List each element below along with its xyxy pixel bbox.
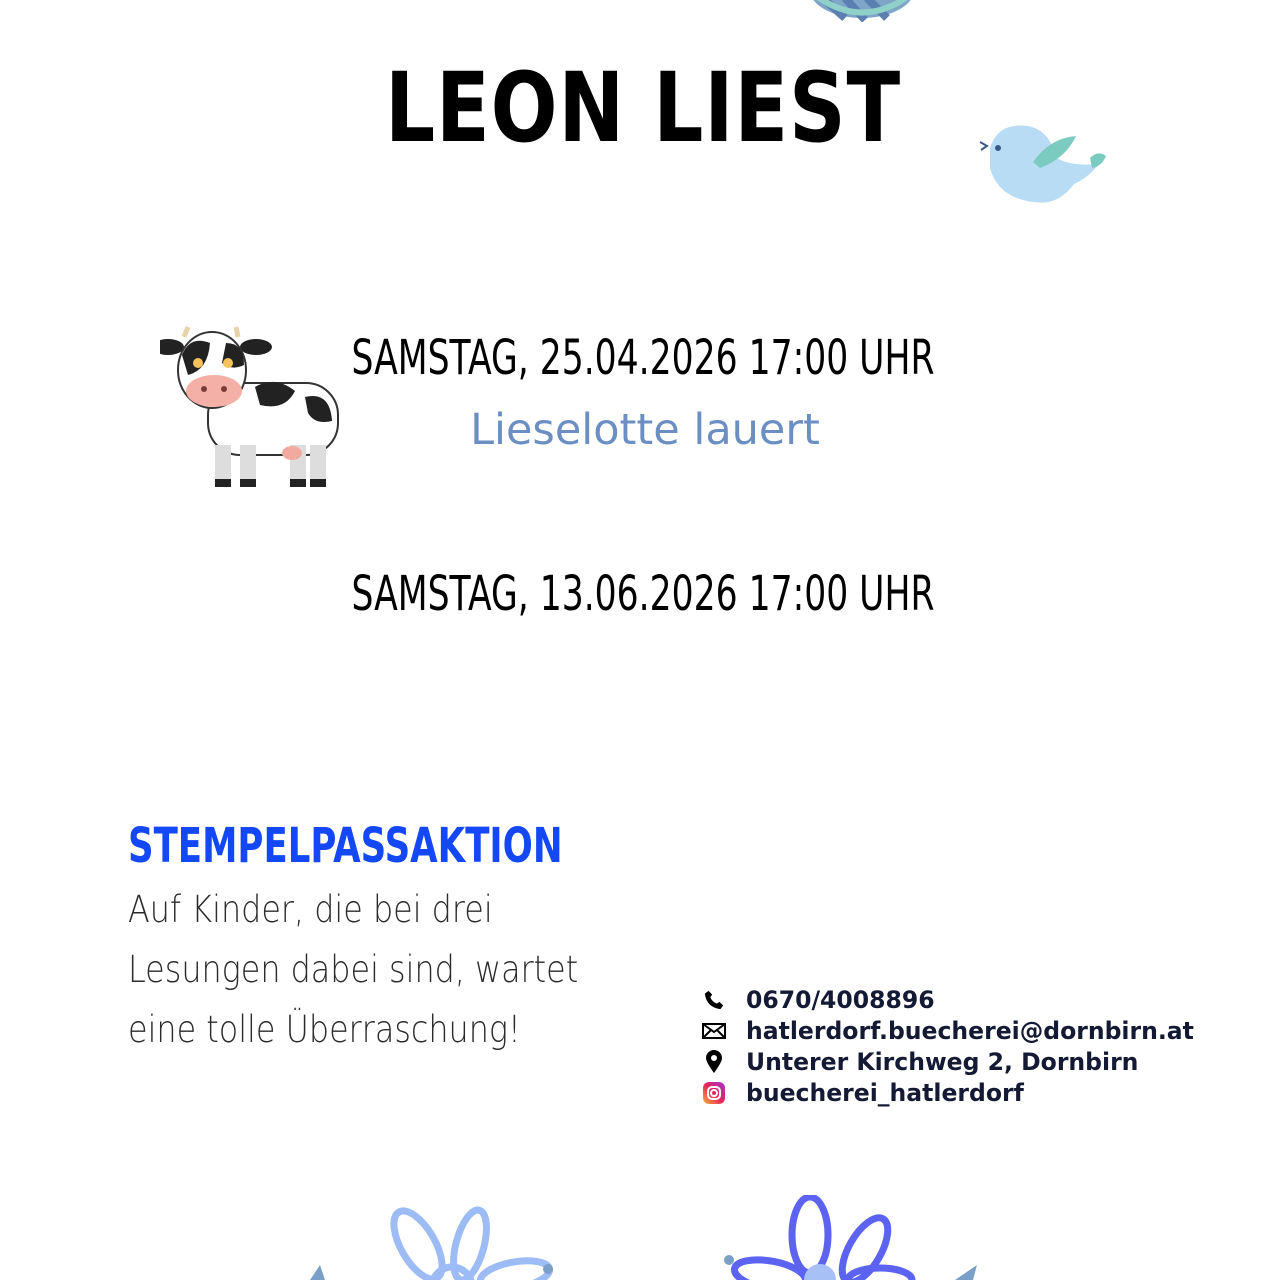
phone-number-link[interactable]: 0670/4008896 xyxy=(746,985,935,1014)
contact-phone xyxy=(700,984,1203,1015)
address-text: Unterer Kirchweg 2, Dornbirn xyxy=(746,1047,1139,1076)
contact-list xyxy=(700,984,1203,1108)
phone-icon xyxy=(700,988,728,1012)
contact-email xyxy=(700,1015,1203,1046)
page-title: LEON LIEST xyxy=(385,52,901,164)
flower-right-icon xyxy=(715,1195,995,1280)
decorative-egg-icon xyxy=(805,0,920,22)
instagram-icon xyxy=(700,1081,728,1105)
event-date-1: SAMSTAG, 25.04.2026 17:00 UHR xyxy=(351,330,935,386)
bird-icon xyxy=(978,118,1123,210)
email-link[interactable]: hatlerdorf.buecherei@dornbirn.at xyxy=(746,1016,1194,1045)
description-line: eine tolle Überraschung! xyxy=(128,1008,521,1051)
description-line: Auf Kinder, die bei drei xyxy=(128,888,493,931)
event-book-title: Lieselotte lauert xyxy=(470,405,820,455)
flower-left-icon xyxy=(300,1205,570,1280)
instagram-link[interactable]: buecherei_hatlerdorf xyxy=(746,1078,1024,1107)
contact-instagram xyxy=(700,1077,1203,1108)
envelope-icon xyxy=(700,1019,728,1043)
event-date-2: SAMSTAG, 13.06.2026 17:00 UHR xyxy=(351,566,935,622)
location-pin-icon xyxy=(700,1050,728,1074)
stempelpass-description xyxy=(128,880,610,1060)
contact-address xyxy=(700,1046,1203,1077)
stempelpass-heading: STEMPELPASSAKTION xyxy=(128,818,563,874)
description-line: Lesungen dabei sind, wartet xyxy=(128,948,579,991)
